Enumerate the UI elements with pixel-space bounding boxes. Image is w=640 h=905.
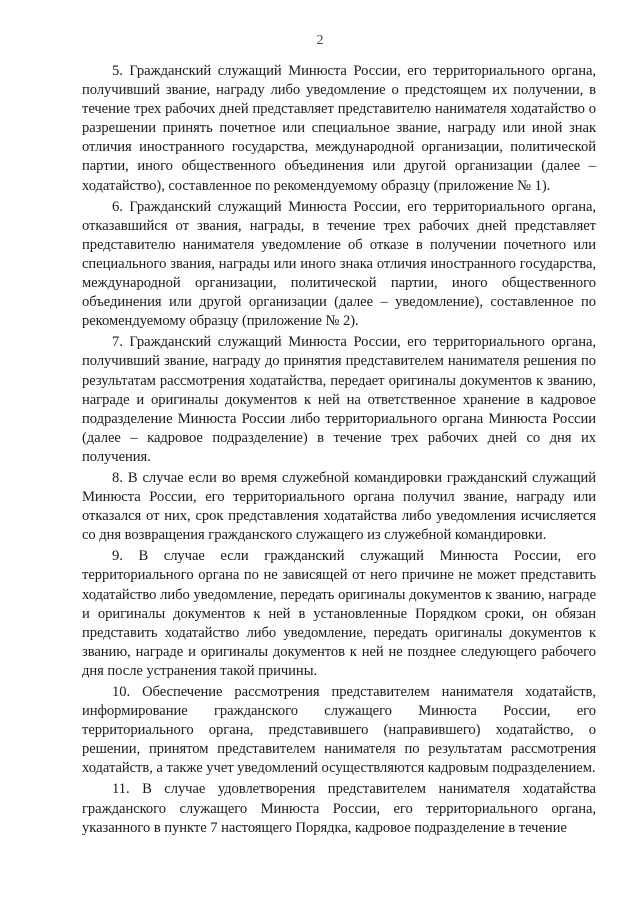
paragraph-6: 6. Гражданский служащий Минюста России, его территориального органа, отказавшийся от звания, награды, в течение трех рабочих дней представляет представителю нанимателя уведомление об отказе в получении почетного или специального звания, награды или иного знака отличия иностранного государства, международной организации, политической партии, иного общественного объединения или другой организации (далее – уведомление), составленное по рекомендуемому образцу (приложение № 2). (82, 198, 596, 330)
paragraph-10: 10. Обеспечение рассмотрения представителем нанимателя ходатайств, информирование гражданского служащего Минюста России, его территориального органа, представившего (направившего) ходатайство, о решении, принятом представителем нанимателя по результатам рассмотрения ходатайств, а также учет уведомлений осуществляются кадровым подразделением. (82, 684, 596, 777)
paragraph-11: 11. В случае удовлетворения представителем нанимателя ходатайства гражданского служащего Минюста России, его территориального органа, указанного в пункте 7 настоящего Порядка, кадровое подразделение в течение (82, 781, 596, 836)
paragraph-5: 5. Гражданский служащий Минюста России, его территориального органа, получивший звание, награду либо уведомление о предстоящем их получении, в течение трех рабочих дней представляет представителю нанимателя ходатайство о разрешении принять почетное или специальное звание, награду или иной знак отличия иностранного государства, международной организации, политической партии, иного общественного объединения или другой организации (далее – ходатайство), составленное по рекомендуемому образцу (приложение № 1). (82, 63, 596, 194)
document-body (82, 62, 596, 838)
page-number: 2 (316, 33, 324, 48)
paragraph-7: 7. Гражданский служащий Минюста России, его территориального органа, получивший звание, награду до принятия представителем нанимателя решения по результатам рассмотрения ходатайства, передает оригиналы документов к званию, награде и оригиналы документов к ней на ответственное хранение в кадровое подразделение Минюста России либо территориального органа Минюста России (далее – кадровое подразделение) в течение трех рабочих дней со дня их получения. (82, 334, 596, 465)
paragraph-9: 9. В случае если гражданский служащий Минюста России, его территориального органа по не зависящей от него причине не может представить ходатайство либо уведомление, передать оригиналы документов к званию, награде и оригиналы документов к ней в установленные Порядком сроки, он обязан представить ходатайство либо уведомление, передать оригиналы документов к званию, награде и оригиналы документов к ней не позднее следующего рабочего дня после устранения такой причины. (82, 548, 596, 679)
paragraph-8: 8. В случае если во время служебной командировки гражданский служащий Минюста России, его территориального органа получил звание, награду или отказался от них, срок представления ходатайства либо уведомления исчисляется со дня возвращения гражданского служащего из служебной командировки. (82, 469, 596, 544)
